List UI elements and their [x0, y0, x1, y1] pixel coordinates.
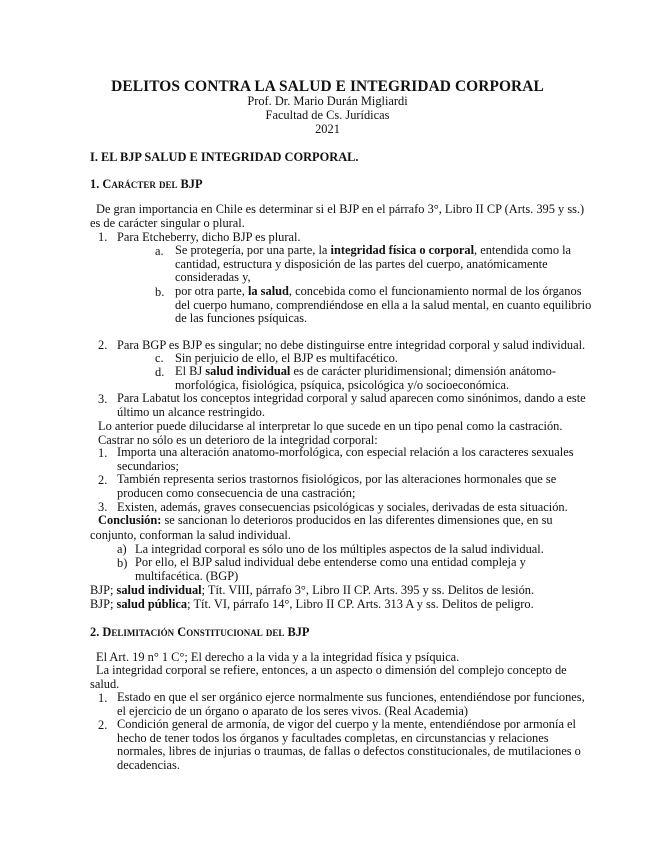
paragraph: [96, 664, 567, 678]
text: La integridad corporal se refiere, entonces, a un aspecto o dimensión del complejo concepto de: [96, 663, 567, 677]
bold-term: salud individual: [205, 364, 291, 378]
text: último un alcance restringido.: [117, 404, 265, 419]
text: cantidad, estructura y disposición de las partes del cuerpo, anatómicamente: [175, 256, 548, 271]
text: El BJ: [175, 364, 206, 378]
text: Por ello, el BJP salud individual debe entenderse como una entidad compleja y: [135, 555, 526, 569]
author: Prof. Dr. Mario Durán Migliardi: [247, 94, 408, 108]
list-item: Para Etcheberry, dicho BJP es plural.: [117, 230, 301, 244]
subsection-heading: 1. Carácter del BJP: [90, 177, 203, 191]
text: salud.: [90, 677, 120, 691]
text: Para Labatut los conceptos integridad corporal y salud aparecen como sinónimos, dando a este: [117, 391, 586, 405]
list-item: Existen, además, graves consecuencias psicológicas y sociales, derivadas de esta situación.: [117, 500, 568, 514]
document-title: DELITOS CONTRA LA SALUD E INTEGRIDAD CORPORAL: [111, 78, 544, 95]
paragraph: Lo anterior puede dilucidarse al interpretar lo que sucede en un tipo penal como la castración.: [98, 419, 563, 433]
faculty: Facultad de Cs. Jurídicas: [265, 108, 390, 122]
list-item: [175, 284, 592, 326]
paragraph: Castrar no sólo es un deterioro de la integridad corporal:: [98, 433, 378, 447]
text: Importa una alteración anatomo-morfológica, con especial relación a los caracteres sexuales: [117, 445, 574, 459]
text: secundarios;: [117, 458, 179, 473]
subsection-heading: 2. Delimitación Constitucional del BJP: [90, 625, 310, 639]
bjp-line: [90, 583, 534, 597]
list-item: [117, 473, 567, 500]
year: 2021: [315, 122, 340, 136]
intro-line: De gran importancia en Chile es determinar si el BJP en el párrafo 3°, Libro II CP (Arts. 395 y ss.): [96, 202, 585, 216]
text: BJP;: [90, 597, 117, 611]
list-number: 2.: [98, 473, 108, 487]
bold-term: salud individual: [116, 583, 202, 597]
list-number: 2.: [98, 338, 108, 352]
section-heading: I. EL BJP SALUD E INTEGRIDAD CORPORAL.: [90, 150, 359, 164]
list-letter: b): [117, 556, 128, 570]
bold-term: la salud: [247, 284, 289, 298]
text: Condición general de armonía, de vigor del cuerpo y la mente, entendiéndose por armonía el: [117, 717, 576, 731]
list-letter: a): [117, 542, 127, 556]
list-item: [117, 717, 581, 772]
list-number: 3.: [98, 500, 108, 514]
list-number: 3.: [98, 392, 108, 406]
text: Se protegería, por una parte, la: [175, 243, 331, 257]
text: hecho de tener todos los órganos y facultades completas, en circunstancias y relaciones: [117, 730, 549, 745]
text: del cuerpo humano, comprendiéndose en ella a la salud mental, en cuanto equilibrio: [175, 297, 592, 312]
text: multifacética. (BGP): [135, 568, 239, 583]
list-item: Sin perjuicio de ello, el BJP es multifacético.: [175, 351, 398, 365]
bold-term: integridad física o corporal: [330, 243, 475, 257]
list-item: [135, 556, 567, 583]
list-item: Para BGP es BJP es singular; no debe distinguirse entre integridad corporal y salud individual.: [117, 338, 586, 352]
text: por otra parte,: [175, 284, 248, 298]
text: es de carácter pluridimensional; dimensión anátomo-: [290, 364, 556, 378]
list-item: [117, 391, 586, 419]
conclusion-label: Conclusión:: [98, 513, 162, 527]
list-item: [175, 365, 567, 392]
list-item: [117, 445, 574, 473]
text: consideradas y,: [175, 270, 251, 285]
list-letter: d.: [155, 365, 165, 379]
list-number: 1.: [98, 691, 108, 705]
text: de las funciones psíquicas.: [175, 311, 308, 326]
text: , concebida como el funcionamiento normal de los órganos: [288, 284, 582, 298]
text: se sancionan lo deterioros producidos en las diferentes dimensiones que, en su: [161, 513, 553, 527]
text: Estado en que el ser orgánico ejerce normalmente sus funciones, entendiéndose por funciones,: [117, 690, 585, 704]
text: producen como consecuencia de una castración;: [117, 485, 356, 500]
text: , entendida como la: [474, 243, 572, 257]
list-item: La integridad corporal es sólo uno de los múltiples aspectos de la salud individual.: [135, 542, 544, 556]
text: normales, libres de injurias o traumas, de fallas o defectos constitucionales, de mutilaciones o: [117, 744, 581, 759]
text: ; Tít. VI, párrafo 14°, Libro II CP. Arts. 313 A y ss. Delitos de peligro.: [187, 597, 534, 611]
intro-paragraph: [96, 202, 585, 217]
text: ; Tít. VIII, párrafo 3°, Libro II CP. Arts. 395 y ss. Delitos de lesión.: [201, 583, 535, 597]
list-letter: a.: [155, 244, 164, 258]
text: conjunto, conforman la salud individual.: [90, 528, 291, 542]
bjp-line: [90, 597, 534, 611]
list-number: 2.: [98, 718, 108, 732]
list-number: 1.: [98, 230, 108, 244]
text: BJP;: [90, 583, 117, 597]
list-number: 1.: [98, 446, 108, 460]
list-letter: c.: [155, 351, 164, 365]
conclusion: [98, 514, 567, 528]
bold-term: salud pública: [116, 597, 188, 611]
text: el ejercicio de un órgano o aparato de los seres vivos. (Real Academia): [117, 703, 469, 718]
text: morfológica, fisiológica, psíquica, psicológica y/o socioeconómica.: [175, 377, 510, 392]
intro-line: es de carácter singular o plural.: [90, 216, 245, 230]
list-letter: b.: [155, 285, 165, 299]
text: decadencias.: [117, 757, 180, 772]
list-item: [117, 690, 585, 718]
text: También representa serios trastornos fisiológicos, por las alteraciones hormonales que se: [117, 472, 557, 486]
list-item: [175, 243, 572, 285]
paragraph: El Art. 19 n° 1 C°; El derecho a la vida y a la integridad física y psíquica.: [96, 650, 460, 664]
